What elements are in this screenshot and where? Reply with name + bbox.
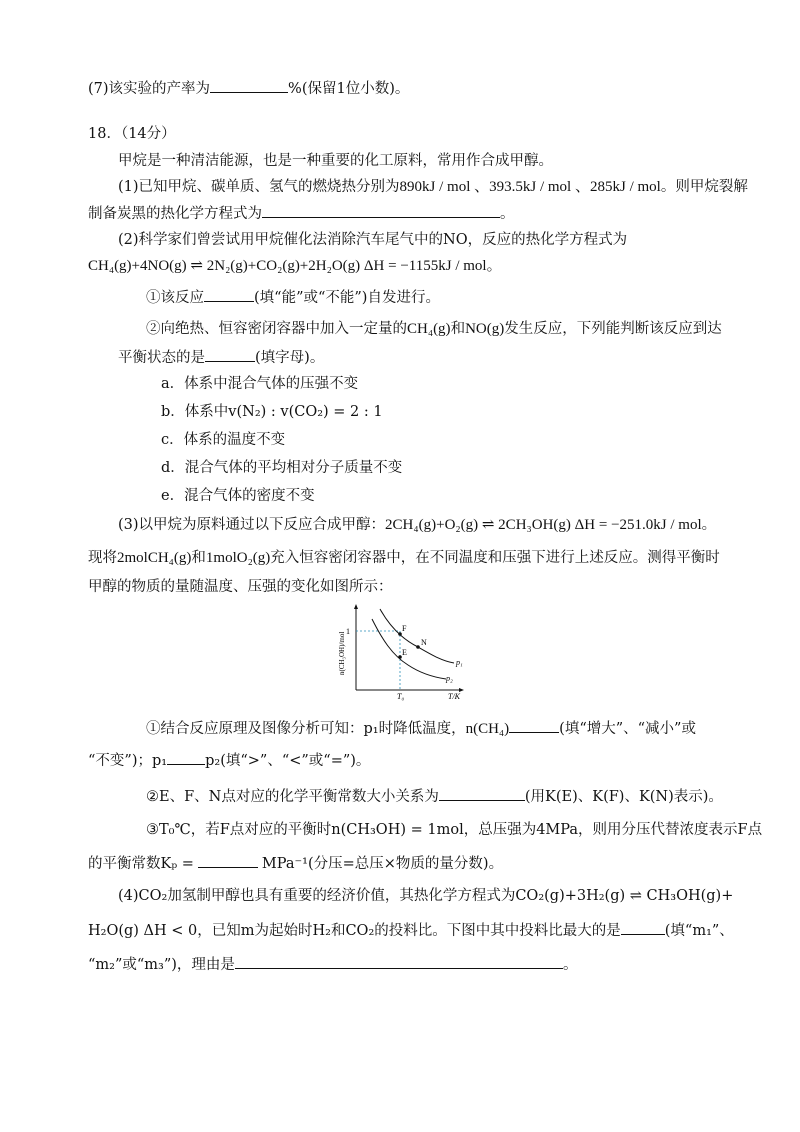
q18-part1-cont: 制备炭黑的热化学方程式为 。 xyxy=(88,203,515,224)
curve-p2 xyxy=(372,619,446,679)
blank-ratio[interactable] xyxy=(621,920,665,935)
y-axis-label: n(CH₃OH)/mol xyxy=(338,631,346,675)
y-axis-arrow xyxy=(354,604,358,609)
q18-3-1: ①结合反应原理及图像分析可知：p₁时降低温度，n(CH₄) (填“增大”、“减小”或 xyxy=(146,718,696,739)
curve-p1-label: p₁ xyxy=(456,658,463,667)
q18-2-2: ②向绝热、恒容密闭容器中加入一定量的CH₄(g)和NO(g)发生反应，下列能判断该反应到达 xyxy=(146,321,722,337)
q18-2-1: ①该反应 (填“能”或“不能”)自发进行。 xyxy=(146,287,440,308)
q18-intro: 甲烷是一种清洁能源，也是一种重要的化工原料，常用作合成甲醇。 xyxy=(118,153,553,169)
q18-part3: (3)以甲烷为原料通过以下反应合成甲醇：2CH₄(g)+O₂(g) ⇌ 2CH₃OH(g) ΔH = −251.0kJ / mol。 xyxy=(118,517,717,533)
q18-part4: (4)CO₂加氢制甲醇也具有重要的经济价值，其热化学方程式为CO₂(g)+3H₂(g) ⇌ CH₃OH(g)+ xyxy=(118,888,734,904)
q18-part4-cont2: “m₂”或“m₃”)，理由是 。 xyxy=(88,954,577,975)
methanol-temperature-graph xyxy=(336,603,484,703)
option-c: c．体系的温度不变 xyxy=(161,432,286,448)
curve-p1 xyxy=(380,609,454,663)
blank-n-ch4[interactable] xyxy=(509,718,559,733)
blank-equilibrium-constants[interactable] xyxy=(439,786,525,801)
curve-p2-label: p₂ xyxy=(446,674,453,683)
blank-equation[interactable] xyxy=(262,203,500,218)
q18-header: 18．（14分） xyxy=(88,126,176,142)
point-n-label: N xyxy=(421,638,427,647)
q18-3-3-cont: 的平衡常数Kₚ = MPa⁻¹(分压=总压×物质的量分数)。 xyxy=(88,853,503,874)
q18-part3-cont2: 甲醇的物质的量随温度、压强的变化如图所示： xyxy=(88,579,393,595)
q18-2-2-cont: 平衡状态的是 (填字母)。 xyxy=(118,347,324,368)
point-e-label: E xyxy=(402,648,407,657)
option-a: a．体系中混合气体的压强不变 xyxy=(161,376,359,392)
q18-3-1-cont: “不变”)；p₁ p₂(填“>”、“<”或“=”)。 xyxy=(88,750,370,771)
y-tick-label: 1 xyxy=(346,627,350,636)
q18-3-2: ②E、F、N点对应的化学平衡常数大小关系为 (用K(E)、K(F)、K(N)表示)。 xyxy=(146,786,723,807)
point-f-label: F xyxy=(402,624,407,633)
x-axis-label: T/K xyxy=(448,692,461,701)
q18-part4-cont: H₂O(g) ΔH < 0，已知m为起始时H₂和CO₂的投料比。下图中其中投料比最大的是 (填“m₁”、 xyxy=(88,920,734,941)
blank-yield[interactable] xyxy=(210,78,288,93)
x-tick-label: T₀ xyxy=(397,692,405,701)
q18-3-3: ③T₀℃，若F点对应的平衡时n(CH₃OH) = 1mol，总压强为4MPa，则用分压代替浓度表示F点 xyxy=(146,822,763,838)
q18-part3-cont: 现将2molCH₄(g)和1molO₂(g)充入恒容密闭容器中，在不同温度和压强下进行上述反应。测得平衡时 xyxy=(88,550,720,566)
q18-part2-equation: CH₄(g)+4NO(g) ⇌ 2N₂(g)+CO₂(g)+2H₂O(g) ΔH = −1155kJ / mol。 xyxy=(88,258,502,274)
blank-pressure-compare[interactable] xyxy=(167,750,205,765)
blank-reason[interactable] xyxy=(235,954,563,969)
option-b: b．体系中v(N₂) : v(CO₂) = 2 : 1 xyxy=(161,404,383,420)
q17-item7: (7)该实验的产率为 %(保留1位小数)。 xyxy=(88,78,409,99)
q18-part2: (2)科学家们曾尝试用甲烷催化法消除汽车尾气中的NO，反应的热化学方程式为 xyxy=(118,232,628,248)
option-d: d．混合气体的平均相对分子质量不变 xyxy=(161,460,403,476)
q18-part1: (1)已知甲烷、碳单质、氢气的燃烧热分别为890kJ / mol 、393.5kJ / mol 、285kJ / mol。则甲烷裂解 xyxy=(118,179,748,195)
blank-kp[interactable] xyxy=(198,853,258,868)
option-e: e．混合气体的密度不变 xyxy=(161,488,315,504)
blank-spontaneous[interactable] xyxy=(204,287,254,302)
blank-equilibrium[interactable] xyxy=(205,347,255,362)
point-n-marker xyxy=(416,645,420,649)
